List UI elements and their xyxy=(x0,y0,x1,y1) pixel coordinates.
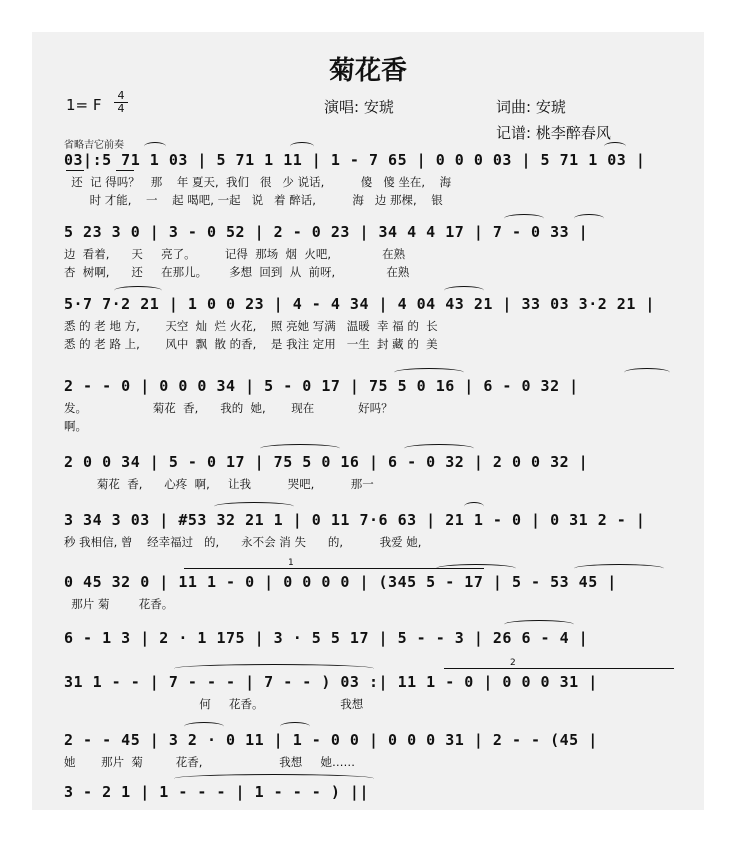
notation-line: 5·7 7·2 21 | 1 0 0 23 | 4 - 4 34 | 4 04 43 21 | 33 03 3·2 21 | xyxy=(64,295,655,313)
slur xyxy=(624,368,670,377)
lyrics-verse-2: 悉 的 老 路 上, 风中 飘 散 的香, 是 我注 定用 一生 封 藏 的 美 xyxy=(64,337,438,351)
key-signature: 1= F xyxy=(66,96,102,114)
lyrics-verse-1: 秒 我相信, 曾 经幸福过 的, 永不会 消 失 的, 我爱 她, xyxy=(64,535,422,549)
lyrics-verse-1: 何 花香。 我想 xyxy=(64,697,364,711)
volta-bracket xyxy=(444,668,674,669)
lyrics-verse-2: 啊。 xyxy=(64,419,87,433)
slur xyxy=(174,664,374,673)
lyrics-verse-1: 悉 的 老 地 方, 天空 灿 烂 火花, 照 亮她 写满 温暖 幸 福 的 长 xyxy=(64,319,438,333)
notation-line: 3 - 2 1 | 1 - - - | 1 - - - ) || xyxy=(64,783,369,801)
slur xyxy=(504,620,574,629)
notation-line: 3 34 3 03 | #53 32 21 1 | 0 11 7·6 63 | 21 1 - 0 | 0 31 2 - | xyxy=(64,511,646,529)
lyrics-verse-1: 边 看着, 天 亮了。 记得 那场 烟 火吧, 在熟 xyxy=(64,247,406,261)
lyrics-verse-2: 杏 树啊, 还 在那儿。 多想 回到 从 前呀, 在熟 xyxy=(64,265,410,279)
lyrics-verse-1: 发。 菊花 香, 我的 她, 现在 好吗？ xyxy=(64,401,393,415)
notation-line: 0 45 32 0 | 11 1 - 0 | 0 0 0 0 | (345 5 - 17 | 5 - 53 45 | xyxy=(64,573,617,591)
slur xyxy=(404,444,474,453)
volta-number: 2 xyxy=(510,658,516,668)
slur xyxy=(436,564,516,573)
slur xyxy=(574,214,604,223)
slur xyxy=(144,142,166,151)
time-signature-bottom: 4 xyxy=(114,102,128,115)
lyrics-verse-1: 菊花 香, 心疼 啊, 让我 哭吧, 那一 xyxy=(64,477,374,491)
slur xyxy=(290,142,314,151)
lyricist-credit: 词曲: 安琥 xyxy=(496,98,566,116)
slur xyxy=(214,502,294,511)
slur xyxy=(260,444,340,453)
lyrics-verse-1: 还 记 得吗？ 那 年 夏天, 我们 很 少 说话, 傻 傻 坐在, 海 xyxy=(64,175,452,189)
lyrics-verse-1: 她 那片 菊 花香, 我想 她…… xyxy=(64,755,355,769)
slur xyxy=(174,774,374,783)
slur xyxy=(504,214,544,223)
underline xyxy=(66,170,84,171)
song-title: 菊花香 xyxy=(328,56,407,86)
notation-line: 2 - - 0 | 0 0 0 34 | 5 - 0 17 | 75 5 0 16 | 6 - 0 32 | xyxy=(64,377,579,395)
notation-line: 31 1 - - | 7 - - - | 7 - - ) 03 :| 11 1 - 0 | 0 0 0 31 | xyxy=(64,673,598,691)
slur xyxy=(184,722,224,731)
slur xyxy=(114,286,162,295)
volta-number: 1 xyxy=(288,558,294,568)
slur xyxy=(604,142,626,151)
notation-line: 03|:5 71 1 03 | 5 71 1 11 | 1 - 7 65 | 0 0 0 03 | 5 71 1 03 | xyxy=(64,151,646,169)
transcriber-credit: 记谱: 桃李醉春风 xyxy=(496,124,611,142)
time-signature-top: 4 xyxy=(117,89,125,102)
notation-line: 5 23 3 0 | 3 - 0 52 | 2 - 0 23 | 34 4 4 17 | 7 - 0 33 | xyxy=(64,223,589,241)
lyrics-verse-1: 那片 菊 花香。 xyxy=(64,597,174,611)
slur xyxy=(280,722,310,731)
intro-note: 省略吉它前奏 xyxy=(64,140,124,151)
notation-line: 2 0 0 34 | 5 - 0 17 | 75 5 0 16 | 6 - 0 32 | 2 0 0 32 | xyxy=(64,453,589,471)
slur xyxy=(394,368,464,377)
slur xyxy=(574,564,664,573)
singer-credit: 演唱: 安琥 xyxy=(324,98,394,116)
lyrics-verse-2: 时 才能, 一 起 喝吧, 一起 说 着 醉话, 海 边 那棵, 银 xyxy=(64,193,443,207)
underline xyxy=(116,170,134,171)
slur xyxy=(464,502,484,511)
notation-line: 2 - - 45 | 3 2 · 0 11 | 1 - 0 0 | 0 0 0 31 | 2 - - (45 | xyxy=(64,731,598,749)
score-page xyxy=(32,32,704,810)
slur xyxy=(444,286,484,295)
notation-line: 6 - 1 3 | 2 · 1 175 | 3 · 5 5 17 | 5 - - 3 | 26 6 - 4 | xyxy=(64,629,589,647)
time-signature xyxy=(114,90,128,115)
